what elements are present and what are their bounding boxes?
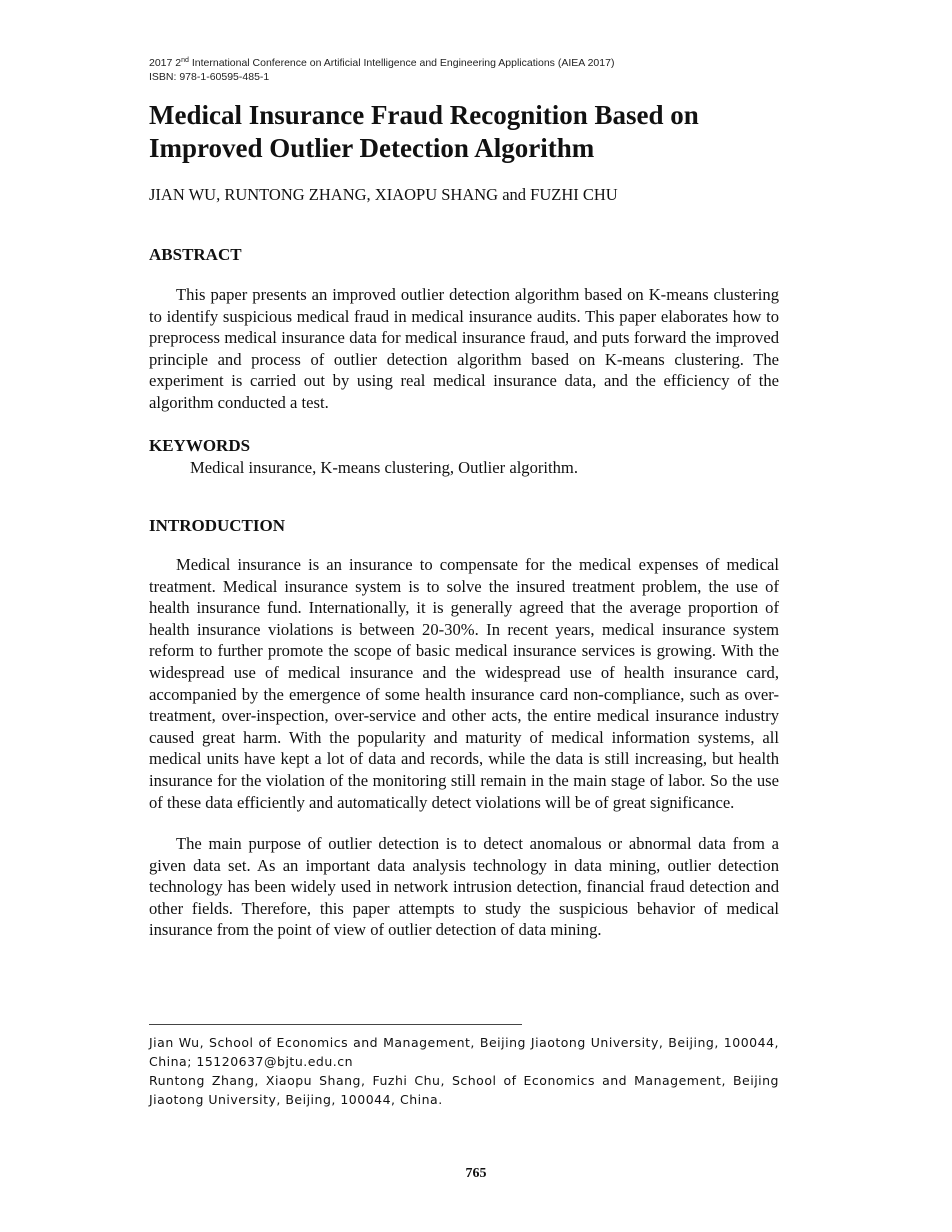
footnote-divider bbox=[149, 1024, 522, 1025]
keywords-text: Medical insurance, K-means clustering, Outlier algorithm. bbox=[190, 458, 578, 477]
footnote-1: Jian Wu, School of Economics and Management, Beijing Jiaotong University, Beijing, 100044, China; 15120637@bjtu.edu.cn bbox=[149, 1035, 779, 1069]
title-line-2: Improved Outlier Detection Algorithm bbox=[149, 133, 595, 163]
ordinal-suffix: nd bbox=[181, 57, 189, 64]
conference-header bbox=[149, 56, 614, 84]
abstract-text: This paper presents an improved outlier detection algorithm based on K-means clustering to identify suspicious medical fraud in medical insurance audits. This paper elaborates how to preprocess medical insurance data for medical insurance fraud, and puts forward the improved principle and process of outlier detection algorithm based on K-means clustering. The experiment is carried out by using real medical insurance data, and the efficiency of the algorithm conducted a test. bbox=[149, 285, 779, 412]
introduction-heading: INTRODUCTION bbox=[149, 516, 286, 535]
conference-line: 2017 2nd International Conference on Artificial Intelligence and Engineering Applications (AIEA 2017) bbox=[149, 57, 615, 69]
abstract-heading: ABSTRACT bbox=[149, 245, 242, 264]
footnote-2: Runtong Zhang, Xiaopu Shang, Fuzhi Chu, School of Economics and Management, Beijing Jiaotong University, Beijing, 100044, China. bbox=[149, 1073, 779, 1107]
keywords-heading: KEYWORDS bbox=[149, 436, 251, 455]
page-number: 765 bbox=[465, 1166, 487, 1181]
paper-title bbox=[149, 99, 789, 165]
title-line-1: Medical Insurance Fraud Recognition Based on bbox=[149, 100, 699, 130]
introduction-paragraph-1: Medical insurance is an insurance to compensate for the medical expenses of medical treatment. Medical insurance system is to solve the insured treatment problem, the use of health insurance fund. Internationally, it is generally agreed that the average proportion of health insurance violations is between 20-30%. In recent years, medical insurance system reform to further promote the scope of basic medical insurance services is growing. With the widespread use of medical insurance and the widespread use of health insurance card, accompanied by the emergence of some health insurance card non-compliance, such as over-treatment, over-inspection, over-service and other acts, the entire medical insurance industry caused great harm. With the popularity and maturity of medical information systems, all medical units have kept a lot of data and records, while the data is still increasing, but health insurance for the violation of the monitoring still remain in the main stage of labor. So the use of these data efficiently and automatically detect violations will be of great significance. bbox=[149, 555, 779, 812]
author-list: JIAN WU, RUNTONG ZHANG, XIAOPU SHANG and FUZHI CHU bbox=[149, 185, 618, 204]
isbn-line: ISBN: 978-1-60595-485-1 bbox=[149, 71, 270, 83]
introduction-paragraph-2: The main purpose of outlier detection is to detect anomalous or abnormal data from a given data set. As an important data analysis technology in data mining, outlier detection technology has been widely used in network intrusion detection, financial fraud detection and other fields. Therefore, this paper attempts to study the suspicious behavior of medical insurance from the point of view of outlier detection of data mining. bbox=[149, 834, 779, 940]
